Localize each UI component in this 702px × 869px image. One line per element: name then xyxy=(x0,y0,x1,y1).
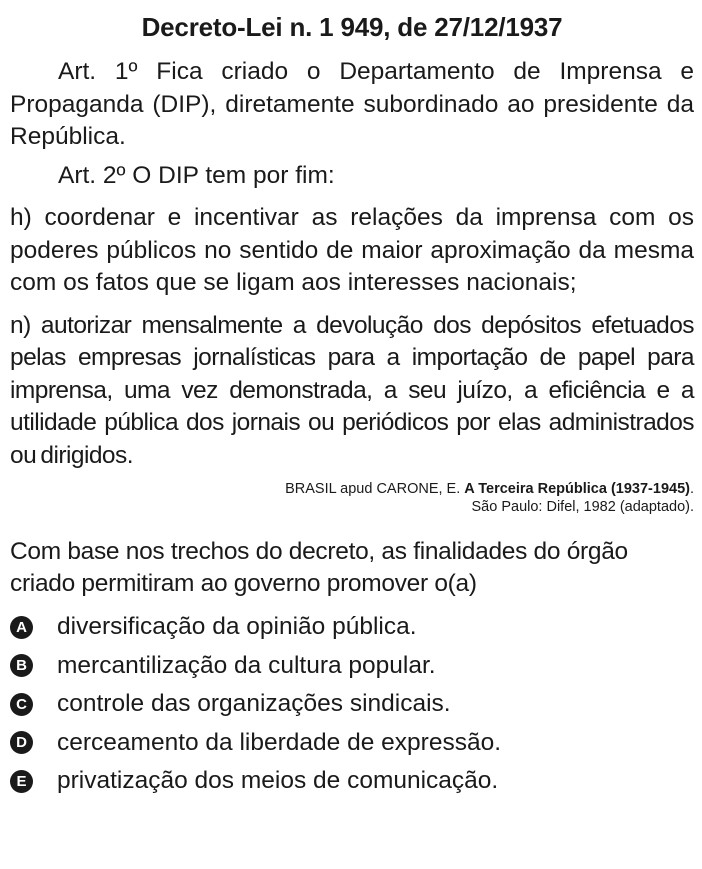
citation-book-title: A Terceira República (1937-1945) xyxy=(464,481,690,497)
citation-line-1 xyxy=(10,480,694,498)
option-b[interactable] xyxy=(10,647,694,686)
answer-options xyxy=(10,608,694,801)
question-page xyxy=(10,0,694,801)
article-1: Art. 1º Fica criado o Departamento de Imprensa e Propaganda (DIP), diretamente subordinado ao presidente da República. xyxy=(10,58,694,150)
option-a[interactable] xyxy=(10,608,694,647)
option-d-text: cerceamento da liberdade de expressão. xyxy=(57,728,502,756)
option-e-text: privatização dos meios de comunicação. xyxy=(57,767,499,795)
option-b-badge: B xyxy=(10,654,33,677)
option-e[interactable] xyxy=(10,762,694,801)
citation-suffix: . xyxy=(689,481,694,497)
article-2: Art. 2º O DIP tem por fim: xyxy=(58,161,335,189)
option-c-badge: C xyxy=(10,693,33,716)
option-d[interactable] xyxy=(10,724,694,763)
option-c-text: controle das organizações sindicais. xyxy=(57,690,451,718)
option-a-text: diversificação da opinião pública. xyxy=(57,613,417,641)
decree-title: Decreto-Lei n. 1 949, de 27/12/1937 xyxy=(141,12,563,42)
option-c[interactable] xyxy=(10,685,694,724)
citation-prefix: BRASIL apud CARONE, E. xyxy=(285,481,465,497)
option-b-text: mercantilização da cultura popular. xyxy=(57,651,436,679)
option-d-badge: D xyxy=(10,731,33,754)
decree-excerpt xyxy=(10,56,694,472)
citation-line-2: São Paulo: Difel, 1982 (adaptado). xyxy=(471,499,694,515)
option-e-badge: E xyxy=(10,770,33,793)
source-citation xyxy=(10,480,694,516)
item-h: h) coordenar e incentivar as relações da imprensa com os poderes públicos no sentido de maior aproximação da mesma com os fatos que se ligam aos interesses nacionais; xyxy=(10,204,694,296)
question-stem: Com base nos trechos do decreto, as finalidades do órgão criado permitiram ao governo promover o(a) xyxy=(10,538,628,597)
option-a-badge: A xyxy=(10,616,33,639)
item-n: n) autorizar mensalmente a devolução dos depósitos efetuados pelas empresas jornalísticas para a importação de papel para imprensa, uma vez demonstrada, a seu juízo, a eficiência e a utilidade pública dos jornais ou periódicos por elas administrados ou dirigidos. xyxy=(10,311,694,469)
